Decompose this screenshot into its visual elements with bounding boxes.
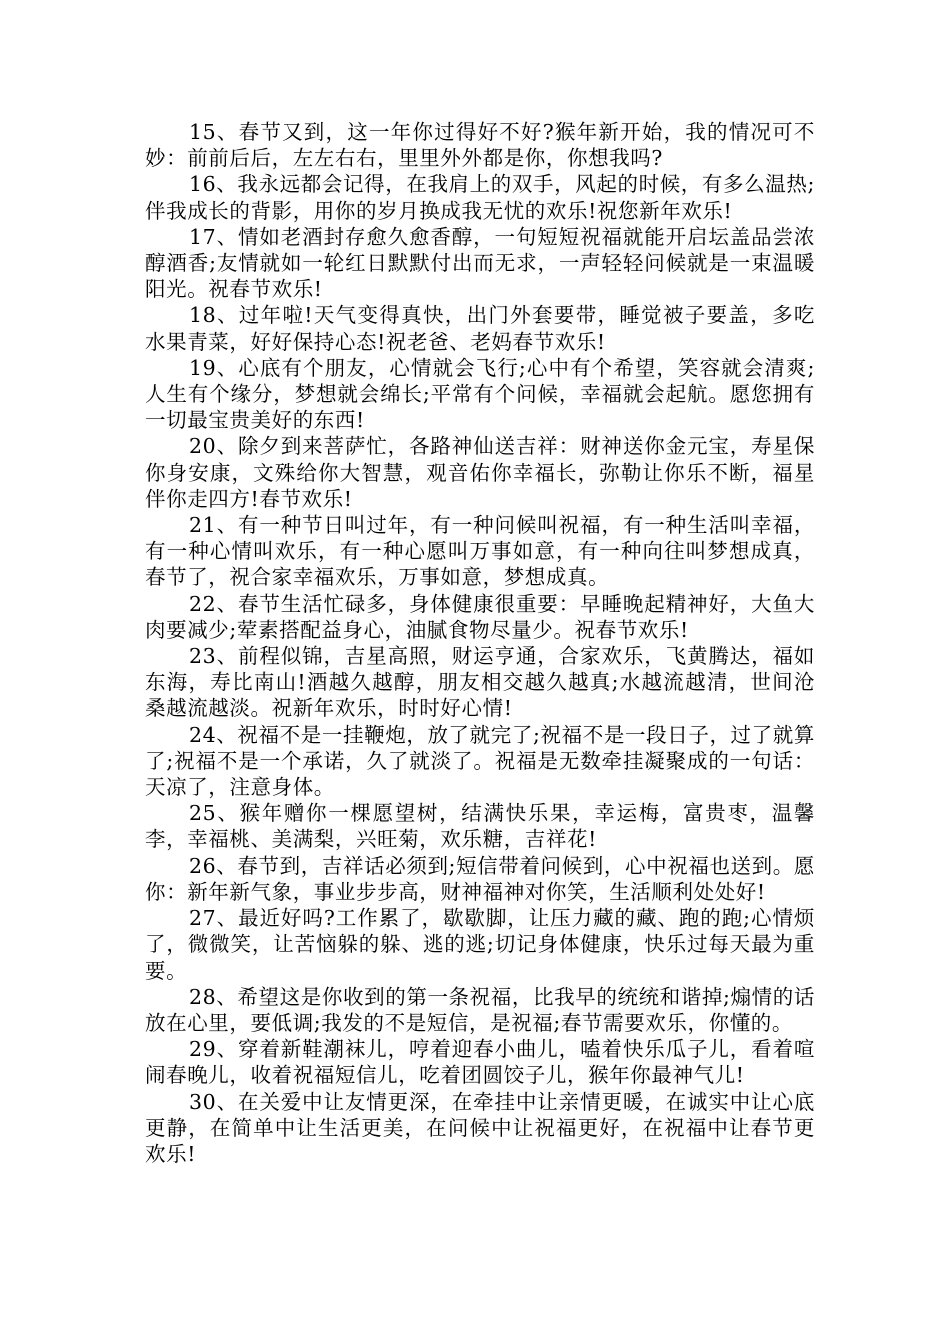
paragraph-29: 29、穿着新鞋潮袜儿，哼着迎春小曲儿，嗑着快乐瓜子儿，看着喧闹春晚儿，收着祝福短信儿，吃着团圆饺子儿，猴年你最神气儿! xyxy=(145,1037,815,1088)
paragraph-15: 15、春节又到，这一年你过得好不好?猴年新开始，我的情况可不妙：前前后后，左左右右，里里外外都是你，你想我吗? xyxy=(145,120,815,171)
paragraph-16: 16、我永远都会记得，在我肩上的双手，风起的时候，有多么温热;伴我成长的背影，用你的岁月换成我无忧的欢乐!祝您新年欢乐! xyxy=(145,172,815,223)
document-body xyxy=(145,119,815,1167)
paragraph-26: 26、春节到，吉祥话必须到;短信带着问候到，心中祝福也送到。愿你：新年新气象，事业步步高，财神福神对你笑，生活顺利处处好! xyxy=(145,853,815,904)
paragraph-30: 30、在关爱中让友情更深，在牵挂中让亲情更暖，在诚实中让心底更静，在简单中让生活更美，在问候中让祝福更好，在祝福中让春节更欢乐! xyxy=(145,1089,815,1166)
paragraph-17: 17、情如老酒封存愈久愈香醇，一句短短祝福就能开启坛盖品尝浓醇酒香;友情就如一轮红日默默付出而无求，一声轻轻问候就是一束温暖阳光。祝春节欢乐! xyxy=(145,224,815,302)
paragraph-19: 19、心底有个朋友，心情就会飞行;心中有个希望，笑容就会清爽;人生有个缘分，梦想就会绵长;平常有个问候，幸福就会起航。愿您拥有一切最宝贵美好的东西! xyxy=(145,355,815,433)
paragraph-22: 22、春节生活忙碌多，身体健康很重要：早睡晚起精神好，大鱼大肉要减少;荤素搭配益身心，油腻食物尽量少。祝春节欢乐! xyxy=(145,591,815,642)
paragraph-28: 28、希望这是你收到的第一条祝福，比我早的统统和谐掉;煽情的话放在心里，要低调;我发的不是短信，是祝福;春节需要欢乐，你懂的。 xyxy=(145,984,815,1035)
paragraph-27: 27、最近好吗?工作累了，歇歇脚，让压力藏的藏、跑的跑;心情烦了，微微笑，让苦恼躲的躲、逃的逃;切记身体健康，快乐过每天最为重要。 xyxy=(145,906,815,983)
paragraph-18: 18、过年啦!天气变得真快，出门外套要带，睡觉被子要盖，多吃水果青菜，好好保持心态!祝老爸、老妈春节欢乐! xyxy=(145,303,815,354)
paragraph-20: 20、除夕到来菩萨忙，各路神仙送吉祥：财神送你金元宝，寿星保你身安康，文殊给你大智慧，观音佑你幸福长，弥勒让你乐不断，福星伴你走四方!春节欢乐! xyxy=(145,434,815,511)
paragraph-24: 24、祝福不是一挂鞭炮，放了就完了;祝福不是一段日子，过了就算了;祝福不是一个承诺，久了就淡了。祝福是无数牵挂凝聚成的一句话：天凉了，注意身体。 xyxy=(145,722,815,800)
paragraph-21: 21、有一种节日叫过年，有一种问候叫祝福，有一种生活叫幸福，有一种心情叫欢乐，有一种心愿叫万事如意，有一种向往叫梦想成真，春节了，祝合家幸福欢乐，万事如意，梦想成真。 xyxy=(145,513,815,590)
paragraph-23: 23、前程似锦，吉星高照，财运亨通，合家欢乐，飞黄腾达，福如东海，寿比南山!酒越久越醇，朋友相交越久越真;水越流越清，世间沧桑越流越淡。祝新年欢乐，时时好心情! xyxy=(145,644,815,721)
paragraph-25: 25、猴年赠你一棵愿望树，结满快乐果，幸运梅，富贵枣，温馨李，幸福桃、美满梨，兴旺菊，欢乐糖，吉祥花! xyxy=(145,801,815,852)
